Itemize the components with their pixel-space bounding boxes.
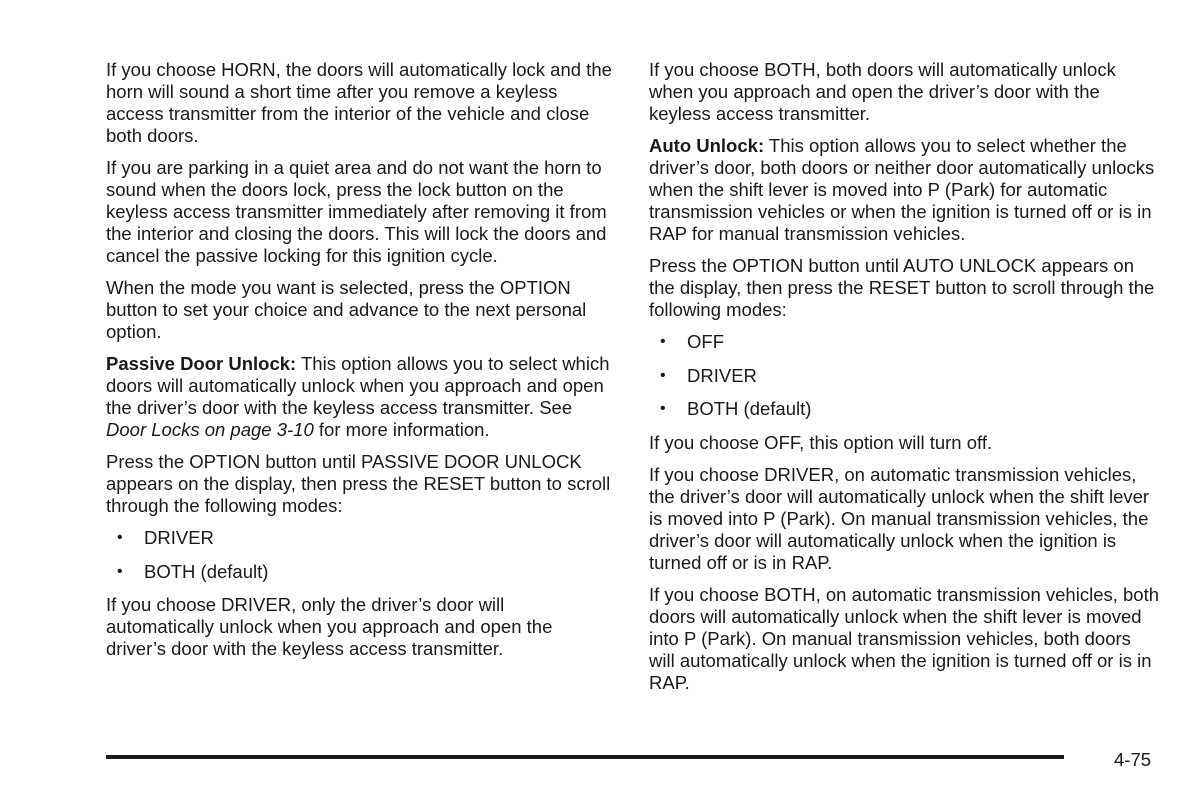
list-item bbox=[106, 561, 616, 583]
list-item-label: BOTH (default) bbox=[144, 560, 269, 582]
page-number: 4-75 bbox=[1114, 749, 1152, 770]
paragraph-horn: If you choose HORN, the doors will automatically lock and the horn will sound a short time after you remove a keyless access transmitter from the interior of the vehicle and close both doors. bbox=[106, 59, 612, 146]
paragraph-choose-both: If you choose BOTH, both doors will automatically unlock when you approach and open the driver’s door with the keyless access transmitter. bbox=[649, 59, 1116, 124]
bullet-icon: • bbox=[660, 333, 666, 350]
bullet-icon: • bbox=[660, 366, 666, 384]
list-item bbox=[649, 365, 1159, 387]
paragraph-passive-door-unlock bbox=[106, 353, 616, 441]
list-item bbox=[649, 398, 1159, 420]
paragraph-press-option-passive: Press the OPTION button until PASSIVE DOOR UNLOCK appears on the display, then press the RESET button to scroll through the following modes: bbox=[106, 451, 611, 516]
passive-modes-list bbox=[106, 527, 616, 583]
paragraph-choose-driver: If you choose DRIVER, only the driver’s door will automatically unlock when you approach and open the driver’s door with the keyless access transmitter. bbox=[106, 594, 553, 659]
bullet-icon: • bbox=[117, 529, 123, 546]
list-item-label: DRIVER bbox=[687, 364, 757, 386]
paragraph-mode-selected: When the mode you want is selected, press the OPTION button to set your choice and advance to the next personal option. bbox=[106, 277, 587, 342]
cross-reference-door-locks: Door Locks on page 3-10 bbox=[106, 419, 314, 440]
heading-auto-unlock: Auto Unlock: bbox=[649, 135, 765, 156]
list-item-label: OFF bbox=[687, 331, 724, 352]
bullet-icon: • bbox=[660, 400, 666, 417]
right-column bbox=[649, 59, 1159, 704]
list-item bbox=[649, 331, 1159, 353]
heading-passive-door-unlock: Passive Door Unlock: bbox=[106, 353, 297, 374]
paragraph-quiet-area: If you are parking in a quiet area and do not want the horn to sound when the doors lock, press the lock button on the keyless access transmitter immediately after removing it from the interior and closing the doors. This will lock the doors and cancel the passive locking for this ignition cycle. bbox=[106, 157, 607, 266]
bullet-icon: • bbox=[117, 562, 123, 580]
paragraph-auto-choose-both: If you choose BOTH, on automatic transmission vehicles, both doors will automatically unlock when the shift lever is moved into P (Park). On manual transmission vehicles, both doors will automatically unlock when the ignition is turned off or is in RAP. bbox=[649, 583, 1160, 693]
passive-door-unlock-text: This option allows you to select which doors will automatically unlock when you approach and open the driver’s door with the keyless access transmitter. See bbox=[106, 353, 610, 418]
left-column bbox=[106, 59, 616, 670]
paragraph-choose-off: If you choose OFF, this option will turn off. bbox=[649, 431, 993, 453]
paragraph-press-option-auto: Press the OPTION button until AUTO UNLOCK appears on the display, then press the RESET button to scroll through the following modes: bbox=[649, 255, 1155, 320]
list-item-label: BOTH (default) bbox=[687, 398, 812, 419]
paragraph-auto-choose-driver: If you choose DRIVER, on automatic transmission vehicles, the driver’s door will automatically unlock when the shift lever is moved into P (Park). On manual transmission vehicles, the driver’s door will automatically unlock when the ignition is turned off or is in RAP. bbox=[649, 463, 1150, 573]
list-item-label: DRIVER bbox=[144, 527, 214, 548]
auto-modes-list bbox=[649, 331, 1159, 420]
paragraph-auto-unlock bbox=[649, 135, 1159, 245]
footer-rule bbox=[106, 755, 1064, 759]
list-item bbox=[106, 527, 616, 549]
auto-unlock-text: This option allows you to select whether the driver’s door, both doors or neither door automatically unlocks when the shift lever is moved into P (Park) for automatic transmission vehicles or when the ignition is turned off or is in RAP for manual transmission vehicles. bbox=[649, 135, 1155, 244]
passive-door-unlock-text-end: for more information. bbox=[313, 419, 490, 440]
